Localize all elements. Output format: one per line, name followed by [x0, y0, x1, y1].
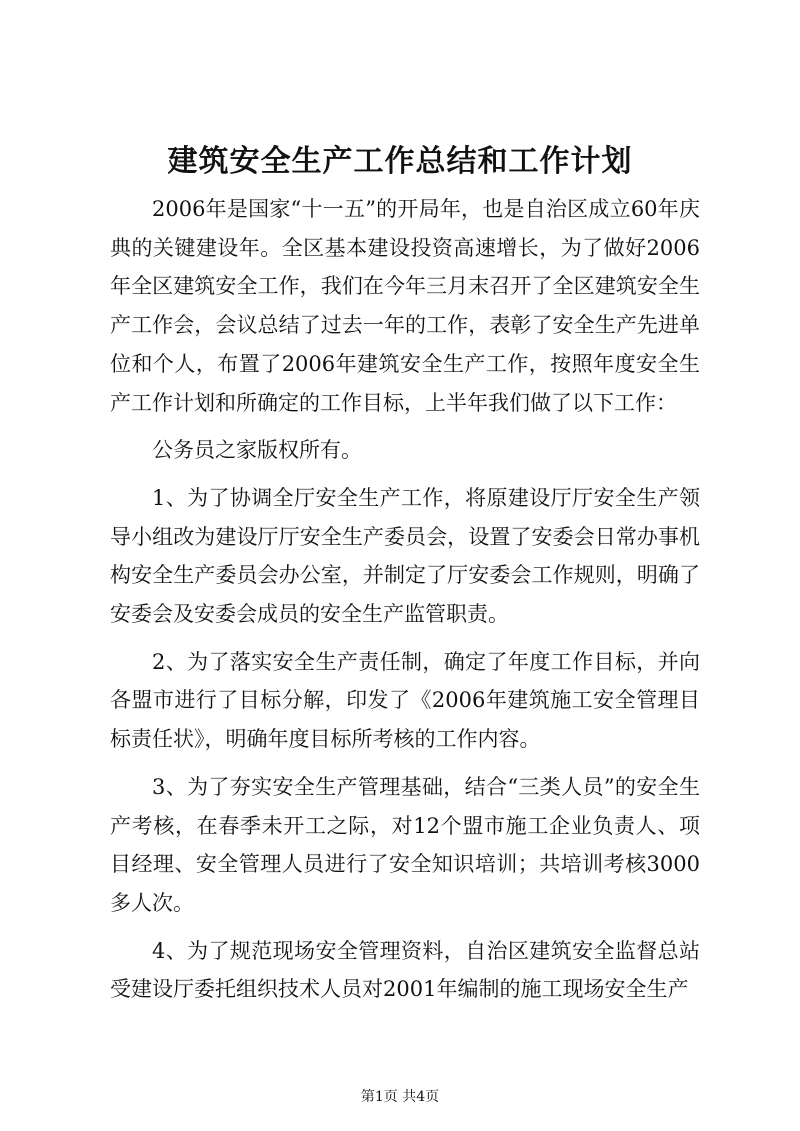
- paragraph-item-3: 3、为了夯实安全生产管理基础，结合“三类人员”的安全生产考核，在春季未开工之际，对12个盟市施工企业负责人、项目经理、安全管理人员进行了安全知识培训；共培训考核3000多人次。: [110, 774, 700, 915]
- paragraph-item-4: 4、为了规范现场安全管理资料，自治区建筑安全监督总站受建设厅委托组织技术人员对2001年编制的施工现场安全生产: [110, 938, 700, 1002]
- paragraph-item-2: 2、为了落实安全生产责任制，确定了年度工作目标，并向各盟市进行了目标分解，印发了《2006年建筑施工安全管理目标责任状》，明确年度目标所考核的工作内容。: [110, 649, 700, 752]
- page-footer: 第1页 共4页: [360, 1089, 440, 1105]
- paragraph-intro: 2006年是国家“十一五”的开局年，也是自治区成立60年庆典的关键建设年。全区基本建设投资高速增长，为了做好2006年全区建筑安全工作，我们在今年三月末召开了全区建筑安全生产工作会，会议总结了过去一年的工作，表彰了安全生产先进单位和个人，布置了2006年建筑安全生产工作，按照年度安全生产工作计划和所确定的工作目标，上半年我们做了以下工作：: [110, 197, 700, 415]
- paragraph-item-1: 1、为了协调全厅安全生产工作，将原建设厅厅安全生产领导小组改为建设厅厅安全生产委员会，设置了安委会日常办事机构安全生产委员会办公室，并制定了厅安委会工作规则，明确了安委会及安委会成员的安全生产监管职责。: [110, 485, 700, 627]
- document-title: 建筑安全生产工作总结和工作计划: [167, 144, 633, 179]
- document-body: [110, 190, 700, 1018]
- paragraph-copyright: 公务员之家版权所有。: [152, 438, 362, 463]
